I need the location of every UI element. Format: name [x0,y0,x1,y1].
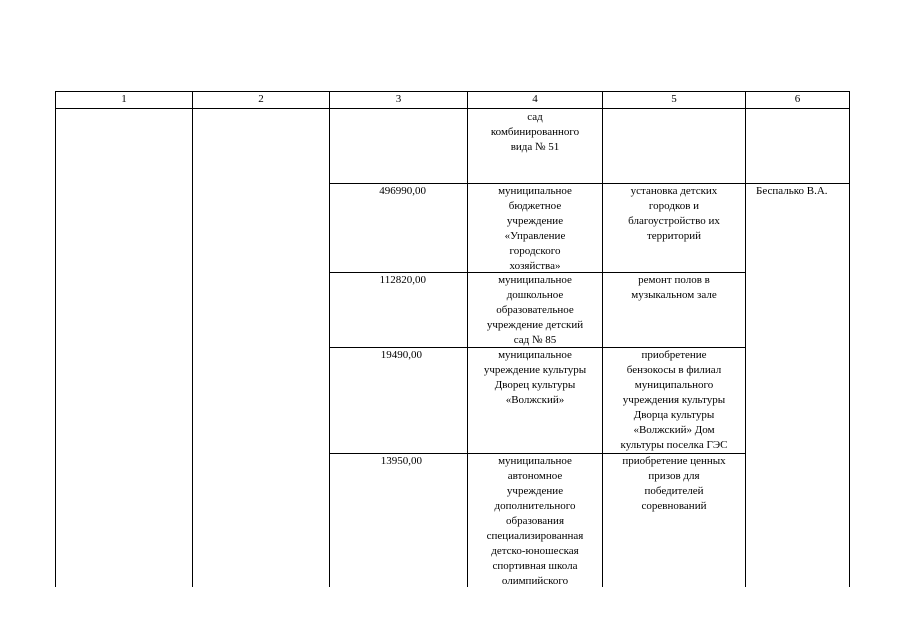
amount-cell: 496990,00 [379,185,426,197]
purpose-cell: приобретение бензокосы в филиал муниципального учреждения культуры Дворца культуры «Волжский» Дом культуры поселка ГЭС [620,349,728,451]
col-border [329,91,330,587]
header-cell-6: 6 [794,93,801,105]
header-cell-2: 2 [258,93,264,105]
purpose-cell: ремонт полов в музыкальном зале [631,274,717,301]
header-bottom-border [55,108,850,109]
header-cell-5: 5 [671,93,677,105]
header-cell-1: 1 [121,93,127,105]
recipient-cell: муниципальное учреждение культуры Дворец культуры «Волжский» [483,349,587,406]
recipient-cell: муниципальное бюджетное учреждение «Управление городского хозяйства» [498,185,572,272]
recipient-cell: сад комбинированного вида № 51 [490,111,580,153]
col-border [192,91,193,587]
col-border [745,91,746,587]
purpose-cell: установка детских городков и благоустройство их территорий [628,185,720,242]
amount-cell: 13950,00 [380,455,422,467]
recipient-cell: муниципальное автономное учреждение дополнительного образования специализированная детско-юношеская спортивная школа олимпийского [486,455,584,587]
col-border [849,91,850,587]
col-border [55,91,56,587]
header-cell-3: 3 [395,93,402,105]
deputy-cell: Беспалько В.А. [756,185,828,197]
amount-cell: 112820,00 [379,274,426,286]
amount-cell: 19490,00 [380,349,422,361]
header-cell-4: 4 [532,93,538,105]
recipient-cell: муниципальное дошкольное образовательное учреждение детский сад № 85 [486,274,584,346]
purpose-cell: приобретение ценных призов для победителей соревнований [622,455,726,512]
